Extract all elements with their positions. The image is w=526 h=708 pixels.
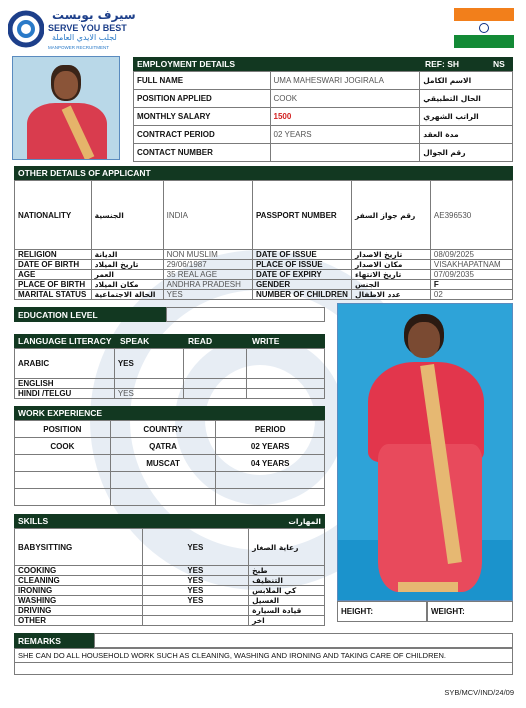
monthly-salary-ar: الراتب الشهري [420,108,513,126]
number-of-children-value: 02 [430,290,512,300]
table-row [15,616,325,626]
skill-driving: DRIVING [15,606,143,616]
language-literacy-heading: LANGUAGE LITERACY [18,336,112,346]
company-name-en: SERVE YOU BEST [48,23,127,33]
period-heading: PERIOD [216,421,325,438]
language-hindi-telgu: HINDI /TELGU [15,389,115,399]
religion-value: NON MUSLIM [163,250,252,260]
skill-washing: WASHING [15,596,143,606]
table-row [15,529,325,566]
gender-ar: الجنس [351,280,430,290]
date-of-issue-value: 08/09/2025 [430,250,512,260]
skill-other-ar: اخر [249,616,325,626]
nationality-ar: الجنسية [91,181,163,250]
work-position: COOK [15,438,111,455]
table-row [15,438,325,455]
work-position [15,489,111,506]
remarks-blank-row [14,663,513,675]
date-of-issue-label: DATE OF ISSUE [252,250,351,260]
full-name-ar: الاسم الكامل [420,72,513,90]
employment-details-header [133,57,513,71]
place-of-issue-value: VISAKHAPATNAM [430,260,512,270]
skill-driving-value [142,606,249,616]
table-row [134,144,513,162]
skill-ironing-ar: كي الملابس [249,586,325,596]
age-label: AGE [15,270,92,280]
hindi-write [247,389,325,399]
read-heading: READ [188,336,213,346]
language-table [14,348,325,399]
table-row [15,250,513,260]
table-row [15,489,325,506]
work-country: QATRA [110,438,216,455]
height-label: HEIGHT: [341,607,373,616]
work-country: MUSCAT [110,455,216,472]
arabic-speak: YES [114,349,183,379]
table-row [15,260,513,270]
weight-label: WEIGHT: [431,607,465,616]
language-header [14,334,325,348]
write-heading: WRITE [252,336,280,346]
religion-ar: الديانة [91,250,163,260]
skill-cleaning-value: YES [142,576,249,586]
marital-status-value: YES [163,290,252,300]
work-experience-title: WORK EXPERIENCE [18,408,103,418]
company-sub-en: MANPOWER RECRUITMENT [48,45,109,50]
contact-number-label: CONTACT NUMBER [134,144,271,162]
position-heading: POSITION [15,421,111,438]
work-experience-header [14,406,325,420]
english-read [183,379,247,389]
table-row [15,389,325,399]
position-applied-ar: الحال التطبيقي [420,90,513,108]
skill-other-value [142,616,249,626]
skill-cleaning-ar: التنظيف [249,576,325,586]
skill-ironing-value: YES [142,586,249,596]
full-name-value: UMA MAHESWARI JOGIRALA [270,72,420,90]
work-period [216,472,325,489]
gender-value: F [430,280,512,290]
passport-number-label: PASSPORT NUMBER [252,181,351,250]
contact-number-value [270,144,420,162]
gender-label: GENDER [252,280,351,290]
monthly-salary-value: 1500 [270,108,420,126]
date-of-expiry-ar: تاريخ الانتهاء [351,270,430,280]
weight-field [427,601,513,622]
hindi-read [183,389,247,399]
contract-period-label: CONTRACT PERIOD [134,126,271,144]
table-row [134,126,513,144]
place-of-issue-ar: مكان الاصدار [351,260,430,270]
nationality-label: NATIONALITY [15,181,92,250]
passport-number-value: AE396530 [430,181,512,250]
hindi-speak: YES [114,389,183,399]
table-row [15,290,513,300]
skills-title: SKILLS [18,516,49,526]
work-position [15,455,111,472]
work-period [216,489,325,506]
other-details-table [14,180,513,300]
marital-status-label: MARITAL STATUS [15,290,92,300]
education-level-title: EDUCATION LEVEL [18,309,98,320]
table-row [134,72,513,90]
table-row [15,280,513,290]
table-row [15,576,325,586]
arabic-write [247,349,325,379]
company-name-ar: سيرف يوبست [52,8,136,22]
work-experience-table [14,420,325,506]
date-of-birth-label: DATE OF BIRTH [15,260,92,270]
religion-label: RELIGION [15,250,92,260]
skill-babysitting-value: YES [142,529,249,566]
applicant-photo-full [337,303,513,601]
skill-cooking-ar: طبخ [249,566,325,576]
country-heading: COUNTRY [110,421,216,438]
skill-babysitting: BABYSITTING [15,529,143,566]
skill-other: OTHER [15,616,143,626]
arabic-read [183,349,247,379]
logo-mark-icon [8,10,44,48]
remarks-header [14,633,94,648]
place-of-issue-label: PLACE OF ISSUE [252,260,351,270]
date-of-issue-ar: تاريخ الاصدار [351,250,430,260]
full-name-label: FULL NAME [134,72,271,90]
work-country [110,472,216,489]
contract-period-ar: مدة العقد [420,126,513,144]
ref-value: NS [493,59,505,69]
height-field [337,601,427,622]
company-sub-ar: لجلب الايدي العاملة [52,33,117,42]
nationality-value: INDIA [163,181,252,250]
date-of-expiry-value: 07/09/2035 [430,270,512,280]
date-of-birth-ar: تاريخ الميلاد [91,260,163,270]
date-of-expiry-label: DATE OF EXPIRY [252,270,351,280]
place-of-birth-value: ANDHRA PRADESH [163,280,252,290]
skills-title-ar: المهارات [288,516,321,526]
language-arabic: ARABIC [15,349,115,379]
education-level-value [166,307,325,322]
marital-status-ar: الحالة الاجتماعية [91,290,163,300]
english-speak [114,379,183,389]
skill-cleaning: CLEANING [15,576,143,586]
position-applied-label: POSITION APPLIED [134,90,271,108]
skill-washing-ar: الغسيل [249,596,325,606]
work-country [110,489,216,506]
language-english: ENGLISH [15,379,115,389]
number-of-children-ar: عدد الاطفال [351,290,430,300]
skill-ironing: IRONING [15,586,143,596]
skill-cooking-value: YES [142,566,249,576]
table-row [15,379,325,389]
place-of-birth-ar: مكان الميلاد [91,280,163,290]
table-row [15,349,325,379]
remarks-text: SHE CAN DO ALL HOUSEHOLD WORK SUCH AS CLEANING, WASHING AND IRONING AND TAKING CARE OF CHILDREN. [14,648,513,663]
table-row [15,586,325,596]
position-applied-value: COOK [270,90,420,108]
remarks-header-line [94,633,513,648]
table-row [15,566,325,576]
contract-period-value: 02 YEARS [270,126,420,144]
table-row [15,472,325,489]
age-ar: العمر [91,270,163,280]
work-period: 02 YEARS [216,438,325,455]
skills-header [14,514,325,528]
india-flag [454,8,514,48]
applicant-photo-portrait [12,56,120,160]
date-of-birth-value: 29/06/1987 [163,260,252,270]
table-row [134,108,513,126]
employment-details-title: EMPLOYMENT DETAILS [137,59,236,69]
table-row [15,596,325,606]
skill-babysitting-ar: رعاية الصغار [249,529,325,566]
company-logo [8,8,138,52]
ashoka-chakra-icon [479,23,489,33]
skills-table [14,528,325,626]
education-level-header [14,307,166,322]
skill-driving-ar: قيادة السيارة [249,606,325,616]
contact-number-ar: رقم الجوال [420,144,513,162]
speak-heading: SPEAK [120,336,150,346]
other-details-header [14,166,513,180]
passport-number-ar: رقم جواز السفر [351,181,430,250]
table-row [15,455,325,472]
table-row [15,421,325,438]
monthly-salary-label: MONTHLY SALARY [134,108,271,126]
document-code: SYB/MCV/IND/24/09 [444,688,514,697]
table-row [15,270,513,280]
place-of-birth-label: PLACE OF BIRTH [15,280,92,290]
skill-cooking: COOKING [15,566,143,576]
table-row [15,606,325,616]
work-period: 04 YEARS [216,455,325,472]
other-details-title: OTHER DETAILS OF APPLICANT [18,168,151,178]
ref-label: REF: SH [425,59,459,69]
employment-table [133,71,513,162]
number-of-children-label: NUMBER OF CHILDREN [252,290,351,300]
table-row [134,90,513,108]
age-value: 35 REAL AGE [163,270,252,280]
english-write [247,379,325,389]
table-row [15,181,513,250]
skill-washing-value: YES [142,596,249,606]
remarks-title: REMARKS [18,635,61,646]
work-position [15,472,111,489]
